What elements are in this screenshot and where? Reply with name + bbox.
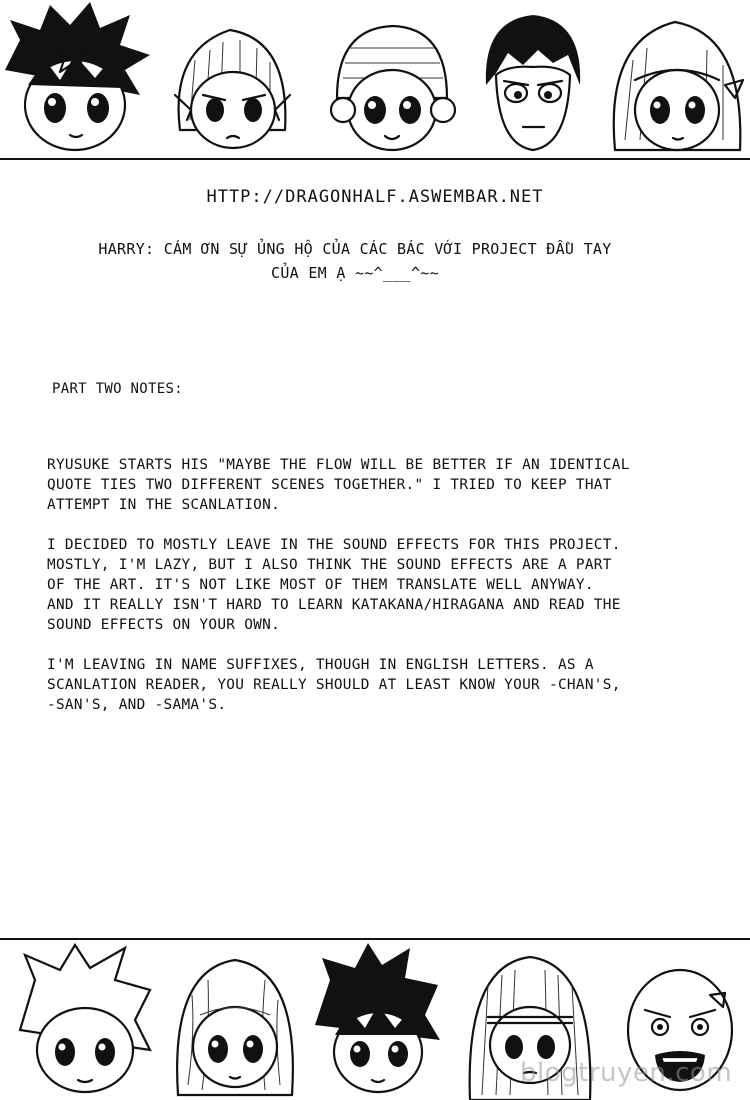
thanks-line-1: HARRY: CÁM ƠN SỰ ỦNG HỘ CỦA CÁC BÁC VỚI PROJECT ĐẦU TAY: [98, 240, 612, 258]
top-divider-line: [0, 158, 750, 160]
notes-heading: PART TWO NOTES:: [52, 381, 183, 397]
top-chibi-illustration-band: [0, 0, 750, 158]
notes-paragraph-1: RYUSUKE STARTS HIS "MAYBE THE FLOW WILL BE BETTER IF AN IDENTICAL QUOTE TIES TWO DIFFERENT SCENES TOGETHER." I TRIED TO KEEP THAT ATTEMPT IN THE SCANLATION.: [47, 457, 630, 513]
light-spiky-hair-character-illustration: [10, 940, 160, 1100]
blogtruyen-watermark: blogtruyen.com: [520, 1058, 733, 1088]
translator-thanks-message: [40, 237, 670, 285]
spiky-hair-character-illustration: [0, 0, 160, 158]
serious-man-character-illustration: [478, 5, 588, 158]
thanks-line-2: CỦA EM Ạ ~~^___^~~: [271, 264, 439, 282]
site-url-text: HTTP://DRAGONHALF.ASWEMBAR.NET: [206, 187, 544, 207]
notes-paragraph-2: I DECIDED TO MOSTLY LEAVE IN THE SOUND EFFECTS FOR THIS PROJECT. MOSTLY, I'M LAZY, BUT I ALSO THINK THE SOUND EFFECTS ARE A PART OF THE ART. IT'S NOT LIKE MOST OF THEM TRANSLATE WELL ANYWAY. AND IT REALLY ISN'T HARD TO LEARN KATAKANA/HIRAGANA AND READ THE SOUND EFFECTS ON YOUR OWN.: [47, 537, 621, 633]
bob-hair-elf-character-illustration: [165, 10, 300, 158]
notes-paragraph-3: I'M LEAVING IN NAME SUFFIXES, THOUGH IN ENGLISH LETTERS. AS A SCANLATION READER, YOU REALLY SHOULD AT LEAST KNOW YOUR -CHAN'S, -SAN'S, AND -SAMA'S.: [47, 657, 621, 713]
helmet-character-illustration: [325, 18, 460, 158]
dark-spiky-hair-boy-illustration: [310, 940, 445, 1100]
long-hair-girl-character-illustration: [605, 10, 750, 158]
wavy-hair-girl-character-illustration: [170, 945, 300, 1100]
